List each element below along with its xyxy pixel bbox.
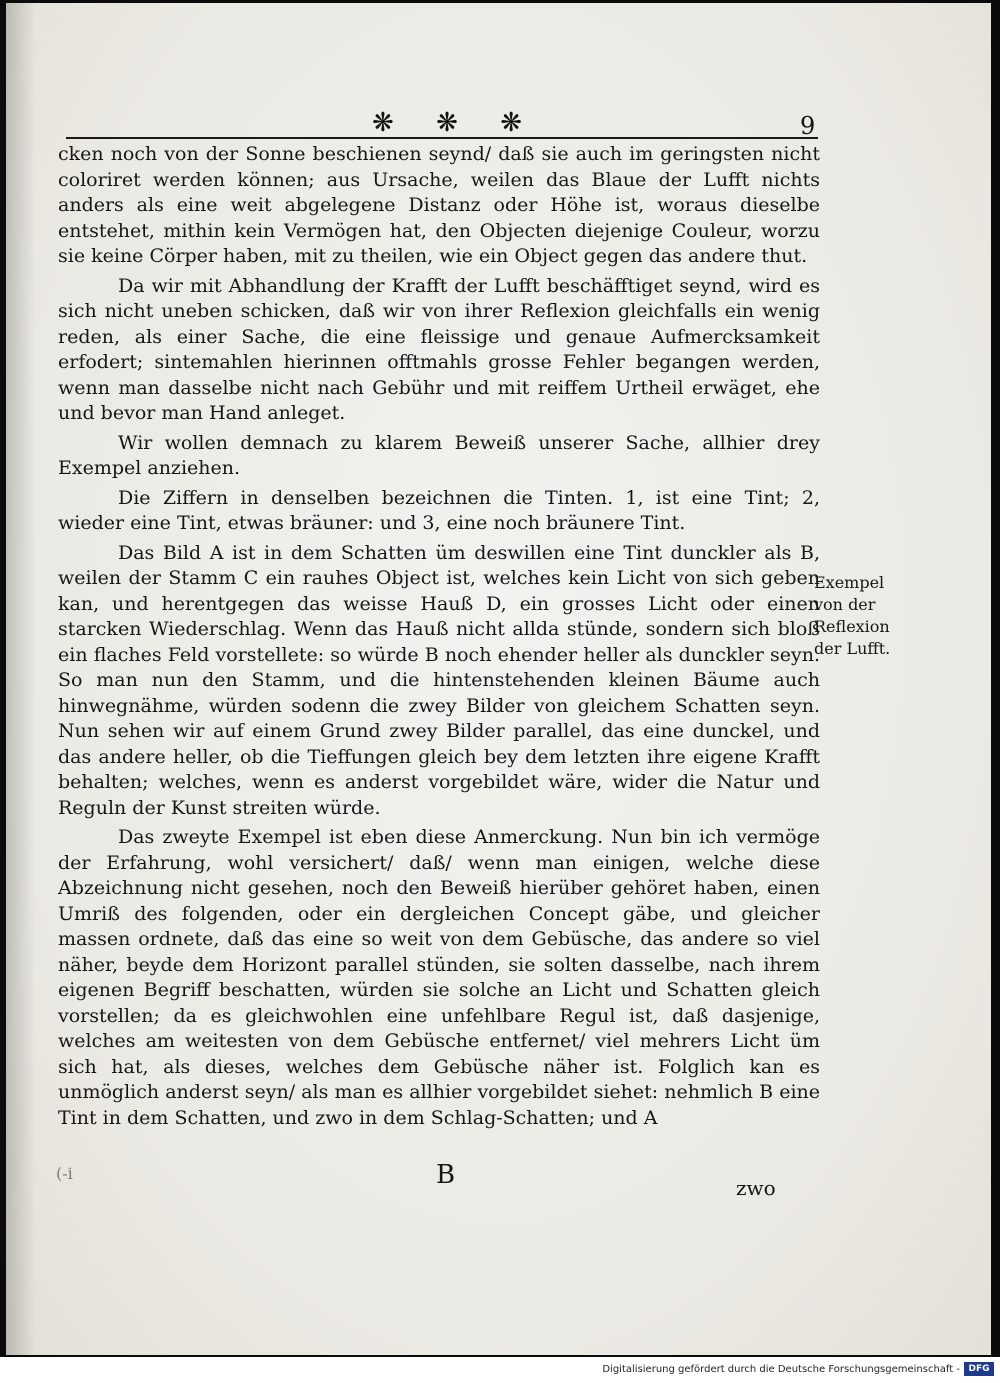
margin-note	[814, 572, 904, 660]
margin-note-line: Exempel	[814, 573, 885, 592]
margin-note-line: Reflexion	[814, 617, 890, 636]
header-rule	[66, 137, 818, 139]
paragraph: Wir wollen demnach zu klarem Beweiß unserer Sache, allhier drey Exempel anziehen.	[58, 431, 820, 479]
flower-ornament-icon: ❋	[436, 108, 458, 138]
gutter-shadow	[6, 3, 36, 1355]
funding-credit: Digitalisierung gefördert durch die Deutsche Forschungsgemeinschaft -	[602, 1364, 960, 1375]
margin-note-line: von der	[814, 595, 876, 614]
signature-mark: B	[436, 1160, 456, 1190]
dfg-logo-icon: DFG	[964, 1362, 994, 1376]
footer-bar	[0, 1357, 1000, 1383]
margin-note-line: der Lufft.	[814, 639, 891, 658]
ink-stain: (-i	[56, 1164, 73, 1183]
flower-ornament-icon: ❋	[500, 108, 522, 138]
page-number: 9	[800, 112, 816, 140]
paragraph: cken noch von der Sonne beschienen seynd/ daß sie auch im geringsten nicht coloriret werden können; aus Ursache, weilen das Blaue der Lufft nichts anders als eine weit abgelegene Distanz oder Höhe ist, woraus dieselbe entstehet, mithin kein Vermögen hat, den Objecten diejenige Couleur, worzu sie keine Cörper haben, mit zu theilen, wie ein Object gegen das andere thut.	[58, 143, 820, 267]
header-ornaments	[372, 108, 522, 138]
paragraph: Da wir mit Abhandlung der Krafft der Lufft beschäfftiget seynd, wird es sich nicht uneben schicken, daß wir von ihrer Reflexion gleichfalls ein wenig reden, als einer Sache, die eine fleissige und genaue Aufmercksamkeit erfodert; sintemahlen hierinnen offtmahls grosse Fehler begangen werden, wenn man dasselbe nicht nach Gebühr und mit reiffem Urtheil erwäget, ehe und bevor man Hand anleget.	[58, 274, 820, 424]
paragraph: Die Ziffern in denselben bezeichnen die Tinten. 1, ist eine Tint; 2, wieder eine Tint, etwas bräuner: und 3, eine noch bräunere Tint.	[58, 486, 820, 534]
paragraph: Das Bild A ist in dem Schatten üm deswillen eine Tint dunckler als B, weilen der Stamm C ein rauhes Object ist, welches kein Licht von sich geben kan, und herentgegen das weisse Hauß D, ein grosses Licht oder einen starcken Wiederschlag. Wenn das Hauß nicht allda stünde, sondern sich bloß ein flaches Feld vorstellete: so würde B noch ehender heller als dunckler seyn. So man nun den Stamm, und die hintenstehenden kleinen Bäume auch hinwegnähme, würden sodenn die zwey Bilder von gleichem Schatten seyn. Nun sehen wir auf einem Grund zwey Bilder parallel, das eine dunckel, und das andere heller, ob die Tieffungen gleich bey dem letzten ihre eigene Krafft behalten; welches, wenn es anderst vorgebildet wäre, wider die Natur und Reguln der Kunst streiten würde.	[58, 541, 820, 819]
paragraph: Das zweyte Exempel ist eben diese Anmerckung. Nun bin ich vermöge der Erfahrung, wohl versichert/ daß/ wenn man einigen, welche diese Abzeichnung nicht gesehen, noch den Beweiß hierüber gehöret haben, einen Umriß des folgenden, oder ein dergleichen Concept gäbe, und gleicher massen ordnete, daß das eine so weit von dem Gebüsche, das andere so viel näher, beyde dem Horizont parallel stünden, sie solten dasselbe, nach ihrem eigenen Begriff beschatten, würden sie solche an Licht und Schatten gleich vorstellen; da es gleichwohlen eine unfehlbare Regul ist, daß dasjenige, welches am weitesten von dem Gebüsche entfernet/ viel mehrers Licht üm sich hat, als dieses, welches dem Gebüsche näher ist. Folglich kan es unmöglich anderst seyn/ als man es allhier vorgebildet siehet: nehmlich B eine Tint in dem Schatten, und zwo in dem Schlag-Schatten; und A	[58, 826, 820, 1129]
flower-ornament-icon: ❋	[372, 108, 394, 138]
catchword: zwo	[736, 1176, 776, 1200]
body-text	[58, 142, 820, 1135]
